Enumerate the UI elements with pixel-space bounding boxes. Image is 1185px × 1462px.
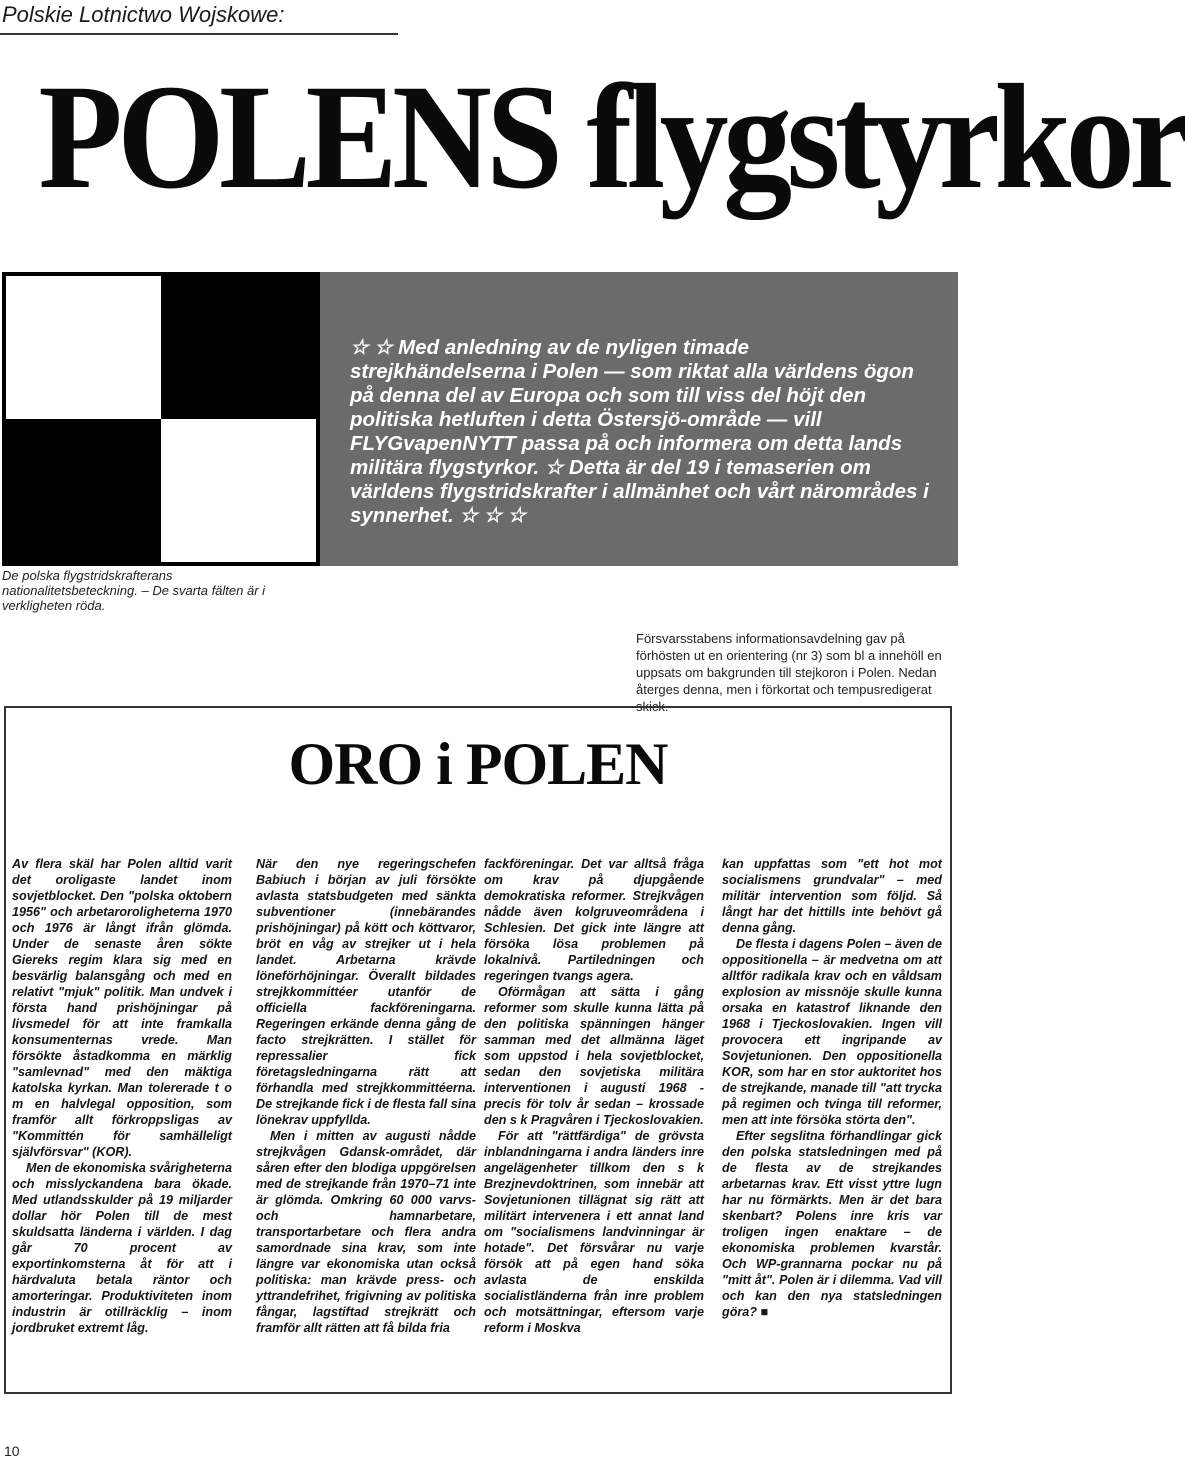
series-header: Polskie Lotnictwo Wojskowe:	[2, 2, 285, 27]
paragraph: fackföreningar. Det var alltså fråga om krav på djupgående demokratiska reformer. Strejkvågen nådde även kolgruveområdena i Schlesien. Det gick inte längre att försöka lösa problemen på lokalnivå. Partiledningen och regeringen tvangs agera.	[484, 857, 704, 983]
paragraph: För att "rättfärdiga" de grövsta inblandningarna i andra länders inre angelägenheter tillkom den s k Brezjnevdoktrinen, som innebär att Sovjetunionen tillägnat sig rätt att militärt intervenera i ett annat land om "socialismens landvinningar är hotade". Det försvårar nu varje försök att på egen hand söka avlasta de enskilda socialistländerna från inre problem och motsättningar, eftersom varje reform i Moskva	[484, 1129, 704, 1335]
paragraph: Av flera skäl har Polen alltid varit det oroligaste landet inom sovjetblocket. Den "polska oktobern 1956" och arbetaroroligheterna 1970 och 1976 är långt ifrån glömda. Under de senaste åren sökte Giereks regim klara sig med en besvärlig balansgång och med en relativt "mjuk" politik. Man undvek i första hand prishöjningar på livsmedel för att inte framkalla konsumenternas vrede. Man försökte åstadkomma en märklig "samlevnad" med den mäktiga katolska kyrkan. Man tolererade t o m en halvlegal opposition, som framför allt förkroppsligas av "Kommittén för samhälleligt självförsvar" (KOR).	[12, 857, 232, 1159]
flag-quadrant-white-top-left	[6, 276, 161, 419]
paragraph: Men i mitten av augusti nådde strejkvågen Gdansk-området, där såren efter den blodiga uppgörelsen med de strejkande från 1970–71 inte är glömda. Omkring 60 000 varvs- och hamnarbetare, transportarbetare och flera andra samordnade sina krav, som inte längre var ekonomiska utan också politiska: man krävde press- och yttrandefrihet, frigivning av politiska fångar, lagstiftad strejkrätt och framför allt rätten att få bilda fria	[256, 1129, 476, 1335]
flag-quadrant-white-bottom-right	[161, 419, 316, 562]
paragraph: Efter segslitna förhandlingar gick den polska statsledningen med på de flesta av de strejkandes arbetarnas krav. Ett visst yttre lugn har nu förmärkts. Men är det bara skenbart? Polens inre kris var troligen ingen enaktare – de ekonomiska problemen kvarstår. Och WP-grannarna pockar nu på "mitt åt". Polen är i dilemma. Vad vill och kan den nya statsledningen göra? ■	[722, 1129, 942, 1319]
source-note: Försvarsstabens informationsavdelning gav på förhösten ut en orientering (nr 3) som bl a innehöll en uppsats om bakgrunden till stejkoron i Polen. Nedan återges denna, men i förkortat och tempusredigerat skick.	[636, 631, 942, 714]
article-title: ORO i POLEN	[288, 731, 668, 797]
article-column-1	[12, 856, 232, 1336]
article-column-4	[722, 856, 942, 1320]
intro-text: ☆ ☆ Med anledning av de nyligen timade strejkhändelserna i Polen — som riktat alla världens ögon på denna del av Europa och som till viss del höjt den politiska hetluften i detta Östersjö-område — vill FLYGvapenNYTT passa på och informera om detta lands militära flygstyrkor. ☆ Detta är del 19 i temaserien om världens flygstridskrafter i allmänhet och vårt närområdes i synnerhet. ☆ ☆ ☆	[350, 336, 929, 527]
article-column-3	[484, 856, 704, 1336]
paragraph: De flesta i dagens Polen – även de oppositionella – är medvetna om att alltför radikala krav och en våldsam explosion av missnöje skulle kunna orsaka en katastrof liknande den 1968 i Tjeckoslovakien. Ingen vill provocera ett ingripande av Sovjetunionen. Den oppositionella KOR, som har en stor auktoritet hos de strejkande, manade till "att trycka på regimen och tvinga till reformer, men att inte försöka störta den".	[722, 937, 942, 1127]
flag-quadrant-dark-bottom-left	[6, 419, 161, 562]
flag-caption: De polska flygstridskrafterans nationalitetsbeteckning. – De svarta fälten är i verkligheten röda.	[2, 568, 266, 613]
intro-box	[320, 272, 958, 566]
paragraph: När den nye regeringschefen Babiuch i början av juli försökte avlasta statsbudgeten med sänkta subventioner (innebärandes prishöjningar) på kött och köttvaror, bröt en våg av strejker ut i hela landet. Arbetarna krävde löneförhöjningar. Överallt bildades strejkkommittéer utanför de officiella fackföreningarna. Regeringen erkände denna gång de facto strejkrätten. I stället för repressalier fick företagsledningarna rätt att förhandla med strejkkommittéerna. De strejkande fick i de flesta fall sina lönekrav uppfyllda.	[256, 857, 476, 1127]
main-title: POLENS flygstyrkor	[38, 54, 1185, 220]
header-rule	[0, 33, 398, 35]
article-column-2	[256, 856, 476, 1336]
page-number: 10	[4, 1443, 20, 1459]
paragraph: kan uppfattas som "ett hot mot socialismens grundvalar" – med militär intervention som följd. Så långt har det hittills inte behövt gå denna gång.	[722, 857, 942, 935]
flag-quadrant-dark-top-right	[161, 276, 316, 419]
paragraph: Oförmågan att sätta i gång reformer som skulle kunna lätta på den politiska spänningen hänger samman med det allmänna läget som uppstod i hela sovjetblocket, sedan den sovjetiska militära interventionen i augusti 1968 - precis för tolv år sedan – krossade den s k Pragvåren i Tjeckoslovakien.	[484, 985, 704, 1127]
paragraph: Men de ekonomiska svårigheterna och misslyckandena bara ökade. Med utlandsskulder på 19 miljarder dollar hör Polen till de mest skuldsatta länderna i världen. I dag går 70 procent av exportinkomsterna åt för att i härdvaluta betala räntor och amorteringar. Produktiviteten inom industrin är otillräcklig – inom jordbruket extremt låg.	[12, 1161, 232, 1335]
polish-roundel-checkerboard	[2, 272, 320, 566]
